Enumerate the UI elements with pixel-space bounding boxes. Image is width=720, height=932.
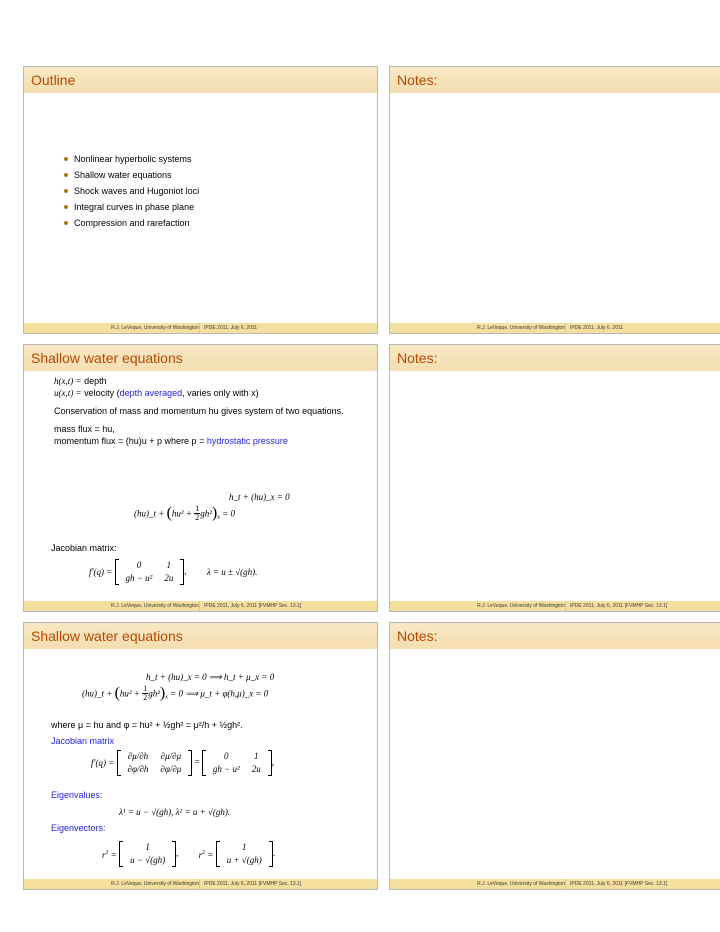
footer-author: R.J. LeVeque, University of Washington [477,603,565,609]
footer-date: IPDE 2011, July 6, 2011 [FVMHP Sec. 13.1] [204,881,302,887]
jacobian-label: Jacobian matrix: [51,543,117,553]
momentum-flux: momentum flux = (hu)u + p where p = hydrostatic pressure [54,436,288,446]
footer-date: IPDE 2011, July 6, 2011 [570,325,624,331]
bullet-icon [64,157,68,161]
slide-outline [23,66,378,334]
list-item: Nonlinear hyperbolic systems [64,151,199,167]
slide-footer [24,601,377,611]
slide-title: Outline [24,67,377,93]
notes-title: Notes: [390,67,720,93]
slide-title: Shallow water equations [24,345,377,371]
footer-author: R.J. LeVeque, University of Washington [111,603,199,609]
eigenvectors-label: Eigenvectors: [51,823,106,833]
list-item: Shock waves and Hugoniot loci [64,183,199,199]
mass-equation: h_t + (hu)_x = 0 [229,492,290,502]
slide-shallow-water-1 [23,344,378,612]
footer-date: IPDE 2011, July 6, 2011 [FVMHP Sec. 13.1] [204,603,302,609]
eigenvectors: $r^1 = 1$ u − √(gh), $r^2 = 1$ u + √(gh). [102,842,275,865]
momentum-equation: (hu)_t + (hu² + $\frac{1}{2}$ $gh^2)_x = 0$ ⟹ μ_t + φ(h,μ)_x = 0 [82,684,269,702]
eigenvalues-label: Eigenvalues: [51,790,103,800]
notes-panel [389,622,720,890]
where-line: where μ = hu and φ = hu² + ½gh² = μ²/h + ½gh². [51,720,243,730]
footer-author: R.J. LeVeque, University of Washington [477,325,565,331]
mass-flux: mass flux = hu, [54,424,115,434]
jacobian-matrix: f′(q) = ∂μ/∂h ∂μ/∂μ ∂φ/∂h ∂φ/∂μ = 0 1 gh − u² 2u, [91,751,274,774]
conservation-text: Conservation of mass and momentum hu gives system of two equations. [54,406,344,416]
eigenvalues: λ¹ = u − √(gh), λ² = u + √(gh). [119,807,231,817]
jacobian-label: Jacobian matrix [51,736,115,746]
footer-date: IPDE 2011, July 6, 2011 [FVMHP Sec. 13.1] [570,603,668,609]
bullet-icon [64,221,68,225]
mass-equation: h_t + (hu)_x = 0 ⟹ h_t + μ_x = 0 [146,672,275,682]
footer-author: R.J. LeVeque, University of Washington [111,325,199,331]
footer-author: R.J. LeVeque, University of Washington [477,881,565,887]
momentum-equation: (hu)_t + (hu² + $\frac{1}{2}$ $gh^2)_x = 0$ [134,504,235,522]
bullet-icon [64,189,68,193]
slide-footer [24,879,377,889]
velocity-line: u(x,t) = velocity (depth averaged, varies only with x) [54,388,259,398]
bullet-icon [64,205,68,209]
notes-title: Notes: [390,345,720,371]
notes-panel [389,344,720,612]
slide-footer [390,601,720,611]
list-item: Compression and rarefaction [64,215,199,231]
outline-list [64,151,199,231]
slide-shallow-water-2 [23,622,378,890]
slide-footer [390,323,720,333]
slide-footer [390,879,720,889]
list-item: Integral curves in phase plane [64,199,199,215]
notes-panel [389,66,720,334]
footer-date: IPDE 2011, July 6, 2011 [204,325,258,331]
slide-footer [24,323,377,333]
footer-date: IPDE 2011, July 6, 2011 [FVMHP Sec. 13.1] [570,881,668,887]
footer-author: R.J. LeVeque, University of Washington [111,881,199,887]
list-item: Shallow water equations [64,167,199,183]
notes-title: Notes: [390,623,720,649]
jacobian-matrix: f′(q) = 0 1 gh − u² 2u, λ = u ± √(gh). [89,560,258,583]
bullet-icon [64,173,68,177]
slide-title: Shallow water equations [24,623,377,649]
depth-line: h(x,t) = depth [54,376,107,386]
